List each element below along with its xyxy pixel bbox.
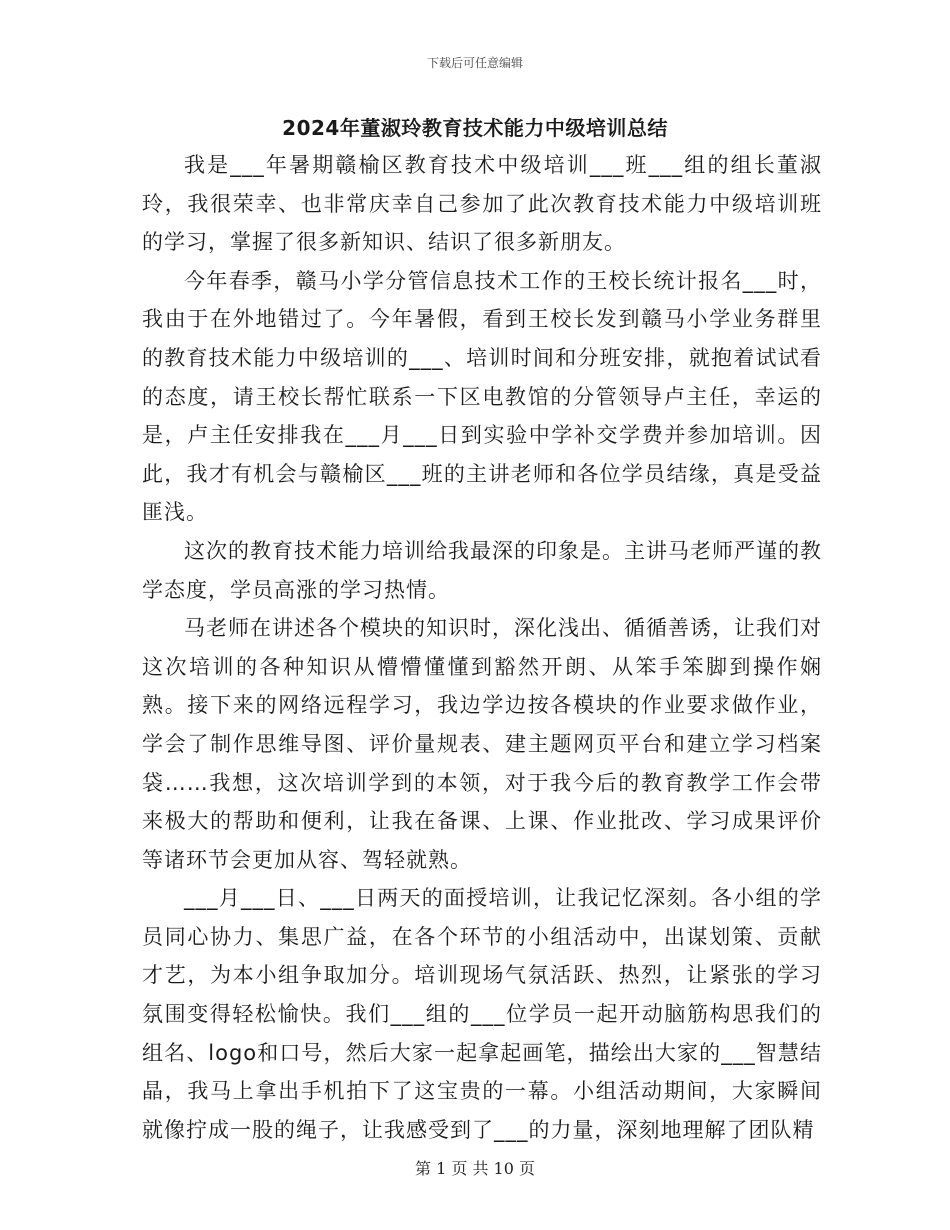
document-body xyxy=(142,146,822,1149)
paragraph-4: 马老师在讲述各个模块的知识时，深化浅出、循循善诱，让我们对这次培训的各种知识从懵懵懂懂到豁然开朗、从笨手笨脚到操作娴熟。接下来的网络远程学习，我边学边按各模块的作业要求做作业，学会了制作思维导图、评价量规表、建主题网页平台和建立学习档案袋……我想，这次培训学到的本领，对于我今后的教育教学工作会带来极大的帮助和便利，让我在备课、上课、作业批改、学习成果评价等诸环节会更加从容、驾轻就熟。 xyxy=(142,616,822,872)
paragraph-3: 这次的教育技术能力培训给我最深的印象是。主讲马老师严谨的教学态度，学员高涨的学习热情。 xyxy=(142,538,822,602)
document-title: 2024年董淑玲教育技术能力中级培训总结 xyxy=(282,116,668,140)
paragraph-5: ___月___日、___日两天的面授培训，让我记忆深刻。各小组的学员同心协力、集思广益，在各个环节的小组活动中，出谋划策、贡献才艺，为本小组争取加分。培训现场气氛活跃、热烈，让紧张的学习氛围变得轻松愉快。我们___组的___位学员一起开动脑筋构思我们的组名、logo和口号，然后大家一起拿起画笔，描绘出大家的___智慧结晶，我马上拿出手机拍下了这宝贵的一幕。小组活动期间，大家瞬间就像拧成一股的绳子，让我感受到了___的力量，深刻地理解了团队精 xyxy=(142,886,822,1142)
paragraph-1: 我是___年暑期赣榆区教育技术中级培训___班___组的组长董淑玲，我很荣幸、也非常庆幸自己参加了此次教育技术能力中级培训班的学习，掌握了很多新知识、结识了很多新朋友。 xyxy=(142,153,822,255)
page-number: 第 1 页 共 10 页 xyxy=(415,1159,535,1178)
paragraph-2: 今年春季，赣马小学分管信息技术工作的王校长统计报名___时，我由于在外地错过了。今年暑假，看到王校长发到赣马小学业务群里的教育技术能力中级培训的___、培训时间和分班安排，就抱着试试看的态度，请王校长帮忙联系一下区电教馆的分管领导卢主任，幸运的是，卢主任安排我在___月___日到实验中学补交学费并参加培训。因此，我才有机会与赣榆区___班的主讲老师和各位学员结缘，真是受益匪浅。 xyxy=(142,268,822,525)
header-note: 下载后可任意编辑 xyxy=(426,56,523,70)
